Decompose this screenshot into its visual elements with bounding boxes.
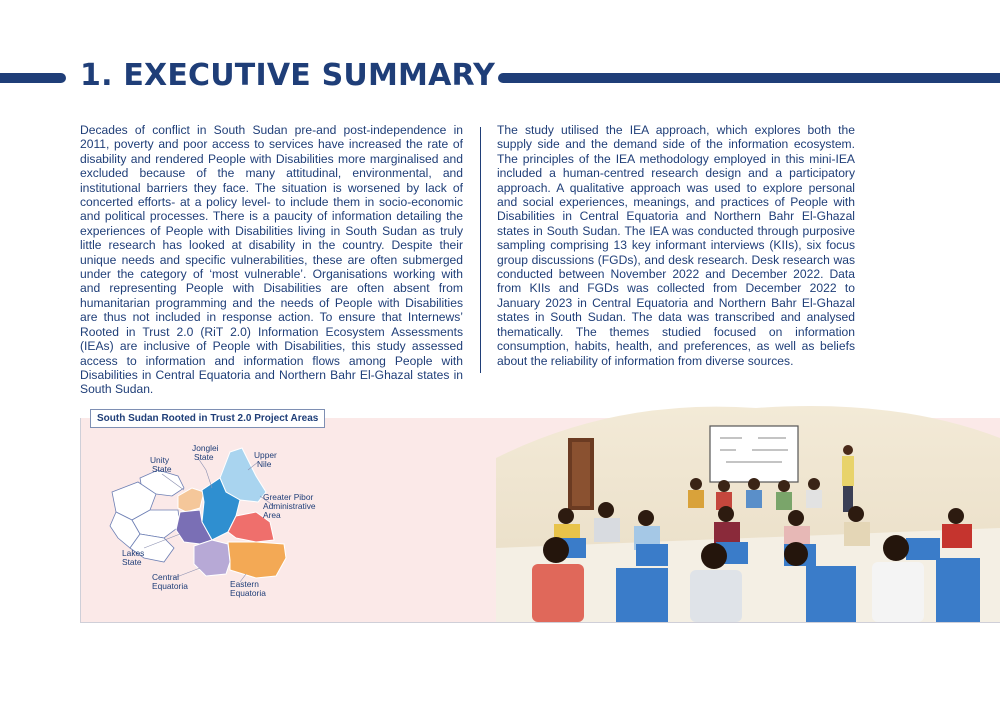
unity-state-region <box>178 488 204 512</box>
eastern-equatoria-region <box>228 542 286 578</box>
central-equatoria-region <box>194 540 230 576</box>
label-lakes-state: Lakes <box>122 548 145 558</box>
heading-bar-right <box>498 73 1000 83</box>
column-divider <box>480 127 481 373</box>
right-column-text: The study utilised the IEA approach, which explores both the supply side and the demand side of the information ecosystem. The principles of the IEA methodology employed in this mini-IEA included a human-centred research design and a participatory approach. A qualitative approach was used to explore personal and social experiences, meanings, and practices of People with Disabilities in Central Equatoria and Northern Bahr El-Ghazal states in South Sudan. The IEA was conducted through purposive sampling comprising 13 key informant interviews (KIIs), six focus group discussions (FGDs), and desk research. Desk research was conducted between November 2022 and December 2022. Data from KIIs and FGDs was collected from December 2022 to January 2023 in Central Equatoria and Northern Bahr El-Ghazal states in South Sudan. The data was transcribed and analysed thematically. The themes studied focused on information consumption, habits, health, and preferences, as well as beliefs about the reliability of information from diverse sources. <box>497 123 855 368</box>
label-greater-pibor: Administrative <box>263 501 316 511</box>
label-central-equatoria: Equatoria <box>152 581 188 591</box>
label-greater-pibor: Area <box>263 510 281 520</box>
label-greater-pibor: Greater Pibor <box>263 492 314 502</box>
label-eastern-equatoria: Equatoria <box>230 588 266 598</box>
label-upper-nile: Upper <box>254 450 277 460</box>
label-lakes-state: State <box>122 557 142 567</box>
classroom-meeting-illustration <box>496 398 1000 622</box>
map-title: South Sudan Rooted in Trust 2.0 Project Areas <box>90 409 325 428</box>
label-jonglei-state: State <box>194 452 214 462</box>
left-column-text: Decades of conflict in South Sudan pre-and post-independence in 2011, poverty and poor access to services have increased the rate of disability and rendered People with Disabilities more marginalised and excluded because of the many attitudinal, environmental, and institutional barriers they face. The situation is worsened by lack of concerted efforts- at a policy level- to include them in socio-economic and political processes. There is a paucity of information detailing the experiences of People with Disabilities living in South Sudan as truly little research has looked at disability in the country. Despite their unique needs and specific vulnerabilities, these are often submerged under the category of ‘most vulnerable’. Organisations working with and representing People with Disabilities are often absent from humanitarian programming and the needs of People with Disabilities are thus not included in response action. To ensure that Internews’ Rooted in Trust 2.0 (RiT 2.0) Information Ecosystem Assessments (IEAs) are inclusive of People with Disabilities, this study assessed access to information and information flows among People with Disabilities in Central Equatoria and Northern Bahr El-Ghazal states in South Sudan. <box>80 123 463 397</box>
page-heading: 1. EXECUTIVE SUMMARY <box>80 58 496 93</box>
south-sudan-map <box>80 430 350 622</box>
label-eastern-equatoria: Eastern <box>230 579 259 589</box>
label-unity-state: State <box>152 464 172 474</box>
heading-bar-left <box>0 73 66 83</box>
label-unity-state: Unity <box>150 455 170 465</box>
label-central-equatoria: Central <box>152 572 179 582</box>
label-jonglei-state: Jonglei <box>192 443 219 453</box>
label-upper-nile: Nile <box>257 459 272 469</box>
